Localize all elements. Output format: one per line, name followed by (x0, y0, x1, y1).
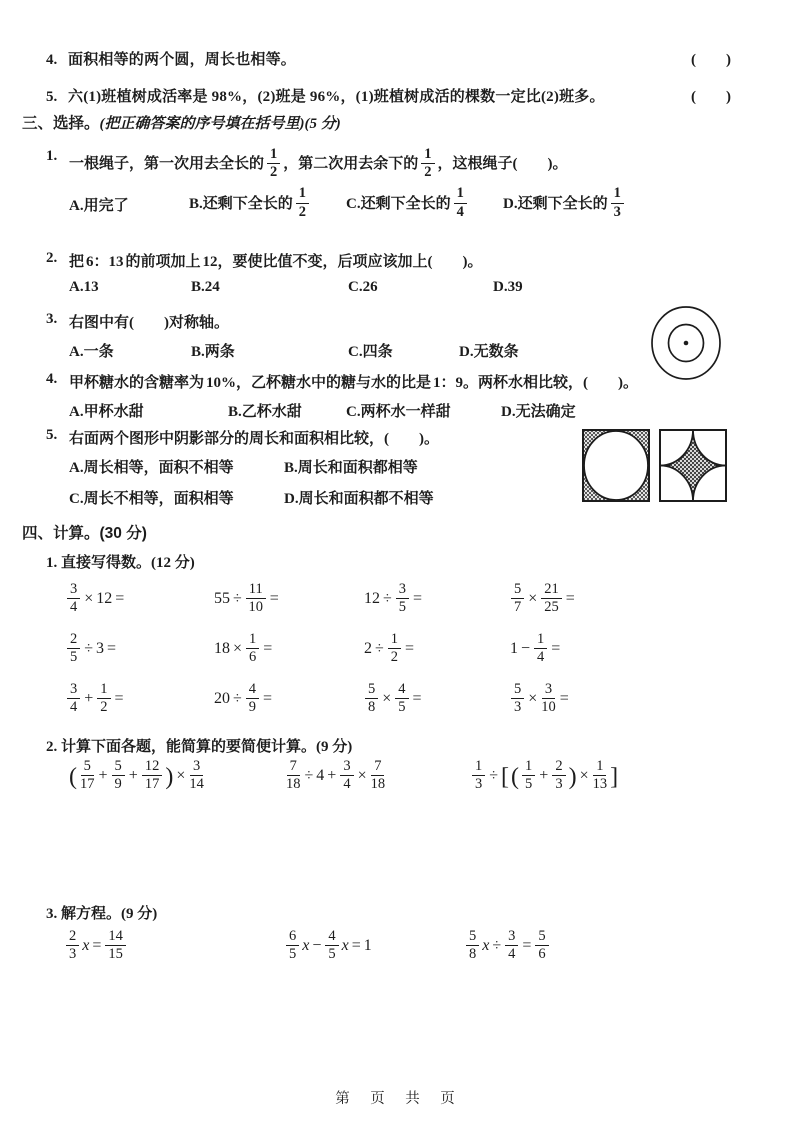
calc-expression: 55 ÷ $\frac{11}{10}$ = (214, 581, 279, 616)
section-subtitle: (把正确答案的序号填在括号里)(5 分) (99, 116, 341, 132)
question-number: 4. (46, 371, 58, 387)
calc-expression: $\frac{3}{4}$ × 12 = (65, 583, 213, 616)
section-title: 三、选择。 (22, 115, 100, 132)
question-stem-text: 一根绳子，第一次用去全长的 $\frac{1}{2}$ ，第二次用去余下的 $\frac{1}{2}$ ，这根绳子( )。 (69, 146, 568, 181)
options-row (46, 400, 757, 421)
option-item: D.还剩下全长的 $\frac{1}{3}$ (502, 187, 757, 220)
option-item: B.乙杯水甜 (228, 404, 302, 420)
calc-expression: $\frac{5}{8}$ × $\frac{4}{5}$ = (363, 683, 509, 716)
option-item: A.13 (69, 279, 99, 295)
direct-calc-label: 1. 直接写得数。(12 分) (46, 555, 195, 571)
question-number: 3. (46, 311, 58, 327)
option-item: C.两杯水一样甜 (346, 404, 451, 420)
simplify-label: 2. 计算下面各题，能简算的要简便计算。(9 分) (46, 739, 353, 755)
calc-expression: 20 ÷ $\frac{4}{9}$ = (214, 681, 273, 716)
question-stem (46, 148, 757, 181)
option-item: B.两条 (191, 344, 235, 360)
calc-expression: 12 ÷ $\frac{3}{5}$ = (364, 581, 423, 616)
square-circle-figure (582, 429, 650, 502)
option-item: C.还剩下全长的 $\frac{1}{4}$ (345, 187, 502, 220)
option-item: D.39 (493, 279, 523, 295)
calc-expression: 18 × $\frac{1}{6}$ = (214, 631, 273, 666)
judge-item-number: 4. (46, 52, 58, 68)
option-item: C.26 (348, 279, 378, 295)
equation: $\frac{6}{5}$ x − $\frac{4}{5}$ x = 1 (284, 930, 464, 963)
question-number: 2. (46, 250, 58, 266)
option-item: B.24 (191, 279, 220, 295)
simplify-row (68, 760, 777, 793)
answer-bracket: ( ) (691, 89, 731, 105)
question-number: 5. (46, 427, 58, 443)
judge-item (46, 48, 731, 69)
option-item: C.四条 (348, 344, 393, 360)
choice-question-1 (46, 148, 757, 221)
option-item: D.周长和面积都不相等 (284, 491, 434, 507)
calc-expression: $\frac{3}{4}$ + $\frac{1}{2}$ = (65, 683, 213, 716)
option-item: A.周长相等，面积不相等 (69, 460, 234, 476)
question-stem-text: 甲杯糖水的含糖率为 10%，乙杯糖水中的糖与水的比是 1：9。两杯水相比较，( )。 (69, 375, 639, 391)
calc-title: 四、计算。(30 分) (22, 525, 147, 542)
judge-item (46, 85, 731, 106)
shaded-shapes-figure (582, 429, 727, 502)
concentric-circles-figure (648, 304, 724, 382)
calc-expression: 1 − $\frac{1}{4}$ = (510, 631, 561, 666)
direct-calc-row-2 (65, 633, 777, 666)
calc-expression: 2 ÷ $\frac{1}{2}$ = (364, 631, 415, 666)
section-four-header (22, 521, 147, 543)
question-stem (46, 250, 757, 271)
options-row (46, 187, 757, 220)
calc-expression: $\frac{5}{7}$ × $\frac{21}{25}$ = (509, 583, 777, 616)
choice-question-2 (46, 250, 757, 296)
equation: $\frac{2}{3}$ x = $\frac{14}{15}$ (64, 930, 284, 963)
option-item: D.无数条 (459, 344, 519, 360)
page-footer: 第 页 共 页 (335, 1091, 458, 1107)
simplify-expression: ( $\frac{5}{17}$ + $\frac{5}{9}$ + $\frac{12}{17}$ ) × $\frac{3}{14}$ (69, 758, 204, 793)
option-item: A.甲杯水甜 (69, 404, 144, 420)
option-item: D.无法确定 (501, 404, 576, 420)
judge-item-text: 面积相等的两个圆，周长也相等。 (68, 52, 297, 68)
square-astroid-figure (659, 429, 727, 502)
judge-item-text: 六(1)班植树成活率是 98%，(2)班是 96%，(1)班植树成活的棵数一定比(2)班多。 (68, 89, 605, 105)
calc-expression: $\frac{5}{3}$ × $\frac{3}{10}$ = (509, 683, 777, 716)
option-item: A.一条 (69, 344, 114, 360)
direct-calc-row-1 (65, 583, 777, 616)
section-three-header (22, 111, 341, 133)
option-item: B.周长和面积都相等 (284, 460, 418, 476)
question-stem-text: 右图中有( )对称轴。 (69, 315, 229, 331)
equations-label: 3. 解方程。(9 分) (46, 906, 158, 922)
calc-expression: $\frac{2}{5}$ ÷ 3 = (65, 633, 213, 666)
question-stem-text: 右面两个图形中阴影部分的周长和面积相比较，( )。 (69, 431, 439, 447)
option-item: B.还剩下全长的 $\frac{1}{2}$ (188, 187, 345, 220)
simplify-expression: $\frac{7}{18}$ ÷ 4 + $\frac{3}{4}$ × $\frac{7}{18}$ (286, 758, 386, 793)
option-item: A.用完了 (69, 197, 129, 214)
option-item: C.周长不相等，面积相等 (69, 491, 234, 507)
equations-row (64, 930, 777, 963)
equation: $\frac{5}{8}$ x ÷ $\frac{3}{4}$ = $\frac{5}{6}$ (464, 930, 777, 963)
answer-bracket: ( ) (691, 52, 731, 68)
direct-calc-row-3 (65, 683, 777, 716)
question-stem-text: 把 6：13 的前项加上 12，要使比值不变，后项应该加上( )。 (69, 254, 483, 270)
judge-item-number: 5. (46, 89, 58, 105)
question-number: 1. (46, 148, 58, 164)
simplify-expression: $\frac{1}{3}$ ÷ [( $\frac{1}{5}$ + $\frac{2}{3}$ ) × $\frac{1}{13}$ ] (470, 760, 777, 793)
options-row (46, 279, 757, 296)
